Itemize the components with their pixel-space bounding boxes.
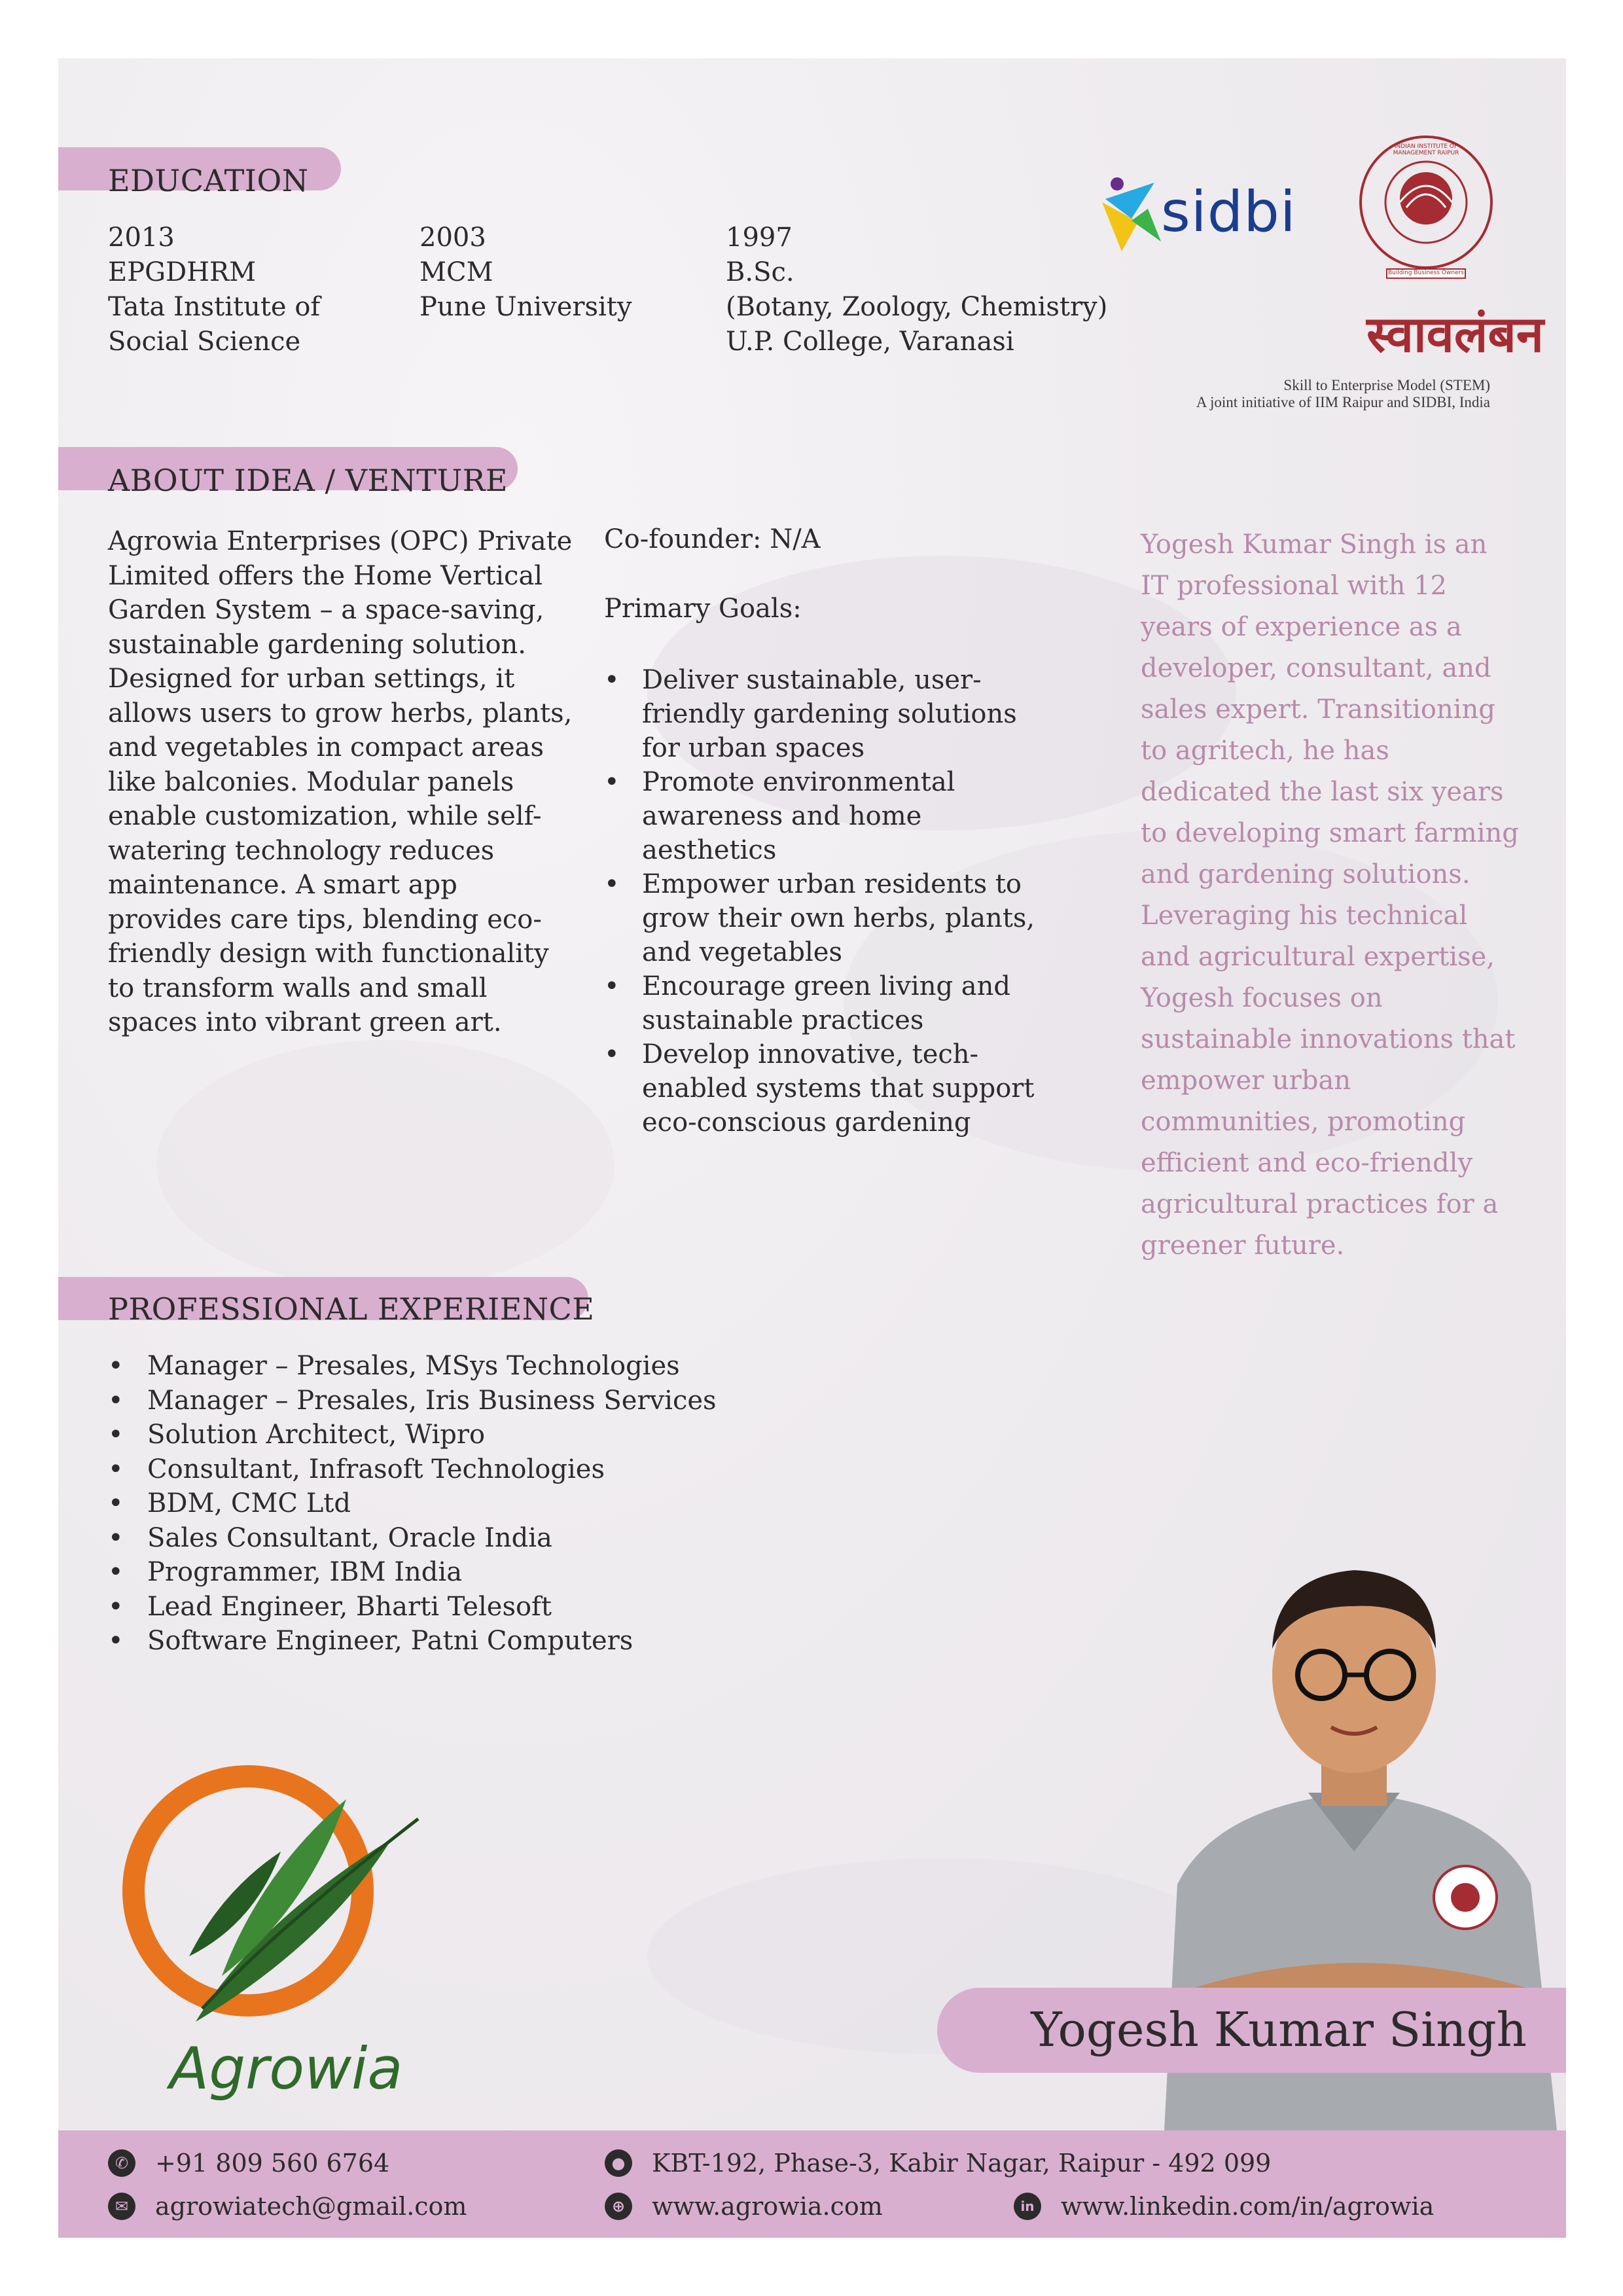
founder-bio: Yogesh Kumar Singh is an IT professional with 12 years of experience as a developer, consultant, and sales expert. Transitioning to agritech, he has dedicated the last six years to developing smart farming and gardening solutions. Leveraging his technical and agricultural expertise, Yogesh focuses on sustainable innovations that empower urban communities, promoting efficient and eco-friendly agricultural practices for a greener future. [1141,529,1519,1261]
mail-icon: ✉ [108,2193,135,2220]
address-contact [605,2149,1271,2178]
stem-joint-initiative: A joint initiative of IIM Raipur and SIDBI, India [1196,394,1490,410]
agrowia-leaf-icon [111,1760,451,2035]
experience-item: • Consultant, Infrasoft Technologies [108,1452,717,1487]
globe-icon: ⊕ [605,2193,632,2220]
iim-raipur-emblem [1347,130,1505,287]
education-entry [726,221,1107,359]
contact-footer [58,2130,1566,2238]
iim-ring-text: INDIAN INSTITUTE OF MANAGEMENT RAIPUR [1393,143,1459,156]
education-degree: MCM [419,257,493,287]
sidbi-logo [1092,170,1315,255]
venture-description: Agrowia Enterprises (OPC) Private Limited offers the Home Vertical Garden System – a space-saving, sustainable gardening solution. Designed for urban settings, it allows users to grow herbs, plants, and vegetables in compact areas like balconies. Modular panels enable customization, while self-watering technology reduces maintenance. A smart app provides care tips, blending eco-friendly design with functionality to transform walls and small spaces into vibrant green art. [108,526,573,1037]
website-link[interactable] [605,2192,883,2221]
education-entry [108,221,320,359]
education-heading: EDUCATION [108,163,309,198]
education-degree: B.Sc. [726,257,794,287]
agrowia-wordmark: Agrowia [169,2035,403,2102]
education-institute: Social Science [108,327,301,357]
goal-item: • Empower urban residents to grow their own herbs, plants, and vegetables [604,867,1062,969]
website-url: www.agrowia.com [652,2192,883,2221]
cofounder-text: Co-founder: N/A [604,524,821,554]
goal-item: • Promote environmental awareness and home aesthetics [604,765,1062,867]
location-pin-icon: ● [605,2149,632,2177]
background-texture [156,1040,615,1289]
phone-number: +91 809 560 6764 [155,2149,390,2178]
experience-item: • Sales Consultant, Oracle India [108,1521,717,1556]
profile-page [58,58,1566,2238]
about-heading: ABOUT IDEA / VENTURE [108,463,508,498]
education-institute: Tata Institute of [108,292,321,322]
linkedin-link[interactable] [1014,2192,1434,2221]
experience-item: • Solution Architect, Wipro [108,1418,717,1452]
phone-contact[interactable] [108,2149,389,2178]
email-contact[interactable] [108,2192,467,2221]
sidbi-wordmark: sidbi [1161,179,1296,245]
education-institute: U.P. College, Varanasi [726,327,1014,357]
education-degree: EPGDHRM [108,257,257,287]
phone-icon: ✆ [108,2149,135,2177]
experience-item: • Manager – Presales, MSys Technologies [108,1349,717,1384]
iim-tagline: Building Business Owners [1388,270,1464,276]
goals-list [604,663,1062,1139]
education-year: 2013 [108,223,175,253]
goals-heading: Primary Goals: [604,594,802,624]
linkedin-icon: in [1014,2193,1041,2220]
education-subjects: (Botany, Zoology, Chemistry) [726,292,1108,322]
education-institute: Pune University [419,292,632,322]
agrowia-logo [111,1760,451,2126]
experience-list [108,1349,717,1659]
postal-address: KBT-192, Phase-3, Kabir Nagar, Raipur - 492 099 [652,2149,1272,2178]
goal-item: • Develop innovative, tech-enabled systems that support eco-conscious gardening [604,1037,1062,1139]
founder-name: Yogesh Kumar Singh [1031,2002,1527,2057]
education-year: 2003 [419,223,486,253]
experience-item: • Lead Engineer, Bharti Telesoft [108,1590,717,1624]
email-address: agrowiatech@gmail.com [155,2192,467,2221]
swavalamban-logo: स्वावलंबन [1366,305,1544,363]
linkedin-url: www.linkedin.com/in/agrowia [1061,2192,1435,2221]
sidbi-mark-icon [1092,170,1171,255]
education-entry [419,221,632,325]
experience-item: • BDM, CMC Ltd [108,1486,717,1521]
goal-item: • Encourage green living and sustainable practices [604,969,1062,1037]
education-year: 1997 [726,223,793,253]
name-banner [937,1988,1566,2073]
experience-item: • Programmer, IBM India [108,1555,717,1590]
stem-caption: Skill to Enterprise Model (STEM) [1283,377,1490,393]
experience-item: • Software Engineer, Patni Computers [108,1624,717,1659]
experience-item: • Manager – Presales, Iris Business Services [108,1384,717,1418]
goal-item: • Deliver sustainable, user-friendly gardening solutions for urban spaces [604,663,1062,765]
experience-heading: PROFESSIONAL EXPERIENCE [108,1291,595,1327]
